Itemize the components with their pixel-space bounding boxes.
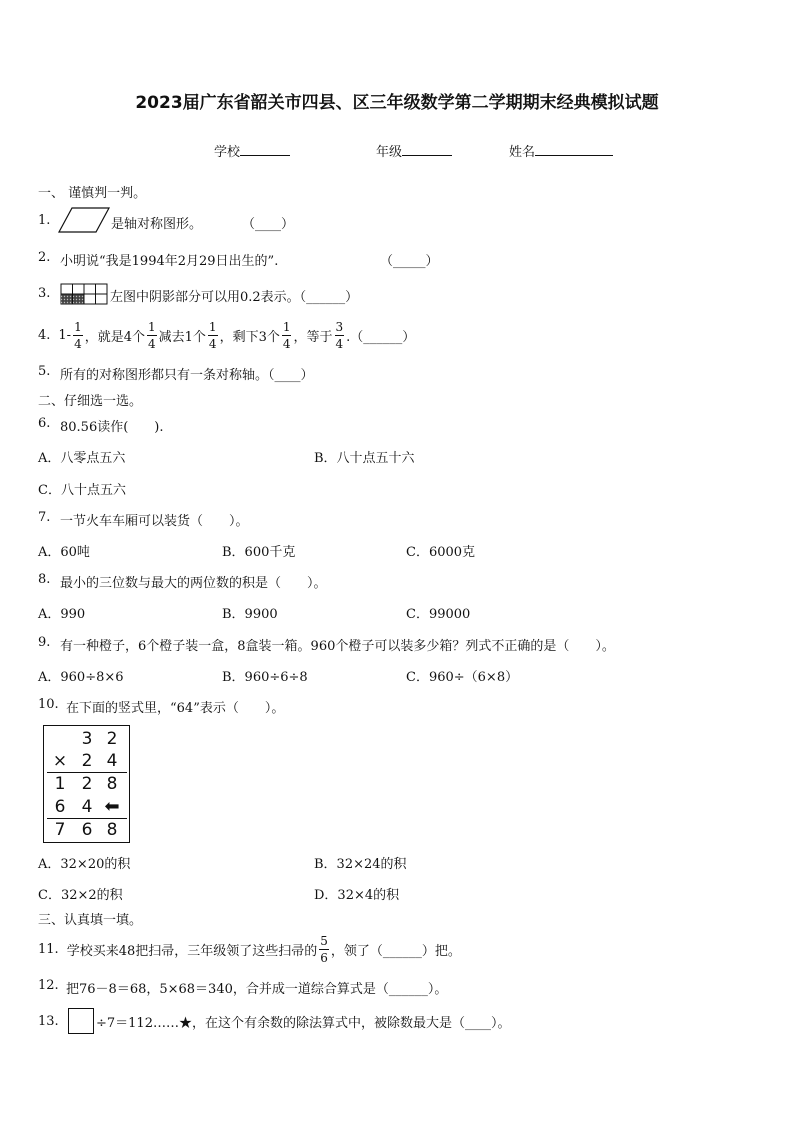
- q9-option-c[interactable]: C．960÷（6×8）: [406, 670, 519, 685]
- q13-text: ÷7＝112……★，在这个有余数的除法算式中，被除数最大是（____）。: [96, 1015, 511, 1031]
- name-label: 姓名: [509, 145, 536, 160]
- grade-field: [376, 141, 452, 160]
- page-title: 2023届广东省韶关市四县、区三年级数学第二学期期末经典模拟试题: [135, 93, 659, 113]
- q9-number: 9.: [38, 635, 51, 650]
- name-blank[interactable]: [535, 154, 613, 156]
- q8-option-b[interactable]: B．9900: [222, 607, 278, 622]
- fraction-one-quarter: $\frac{1}{4}$: [208, 319, 217, 351]
- q9-option-a[interactable]: A．960÷8×6: [38, 670, 124, 685]
- q6-option-a[interactable]: A．八零点五六: [38, 451, 126, 466]
- q10-option-c[interactable]: C．32×2的积: [38, 888, 123, 903]
- q9-text: 有一种橙子，6个橙子装一盒，8盒装一箱。960个橙子可以装多少箱？列式不正确的是（ ）。: [60, 639, 615, 654]
- q7-option-a[interactable]: A．60吨: [38, 545, 90, 560]
- q12-text: 把76－8＝68，5×68＝340，合并成一道综合算式是（______）。: [66, 982, 448, 997]
- left-arrow-icon: ⬅: [104, 796, 120, 817]
- shaded-grid-icon: [60, 283, 108, 305]
- parallelogram-icon: [58, 207, 110, 233]
- q4-part-3: 减去1个: [158, 329, 206, 345]
- q1-number: 1.: [38, 213, 51, 228]
- q10-option-a[interactable]: A．32×20的积: [38, 857, 131, 872]
- q4-number: 4.: [38, 327, 51, 343]
- fraction-one-quarter: $\frac{1}{4}$: [74, 319, 82, 351]
- q4-line: [38, 316, 415, 354]
- calc-row-4: [44, 796, 129, 818]
- vertical-multiplication: [43, 725, 130, 843]
- section-2-heading: 二、仔细选一选。: [38, 394, 143, 409]
- calc-digit: 6: [54, 797, 66, 817]
- calc-digit: 4: [81, 797, 93, 817]
- q8-number: 8.: [38, 572, 51, 587]
- q12-number: 12.: [38, 978, 59, 993]
- q6-option-b[interactable]: B．八十点五十六: [314, 451, 415, 466]
- q1-text: 是轴对称图形。: [111, 217, 203, 232]
- q5-text: 所有的对称图形都只有一条对称轴。（____）: [60, 368, 314, 383]
- fraction-one-quarter: $\frac{1}{4}$: [282, 319, 291, 351]
- q11-line: [38, 930, 461, 968]
- q8-option-c[interactable]: C．99000: [406, 607, 471, 622]
- q10-text: 在下面的竖式里，“64”表示（ ）。: [66, 701, 285, 716]
- times-sign: ×: [52, 751, 68, 771]
- q13-line: [68, 1008, 510, 1034]
- calc-digit: 2: [81, 774, 93, 794]
- fraction-five-sixths: $\frac{5}{6}$: [320, 933, 328, 965]
- q8-option-a[interactable]: A．990: [38, 607, 86, 622]
- q7-text: 一节火车车厢可以装货（ ）。: [60, 514, 249, 529]
- q10-number: 10.: [38, 697, 59, 712]
- q4-answer[interactable]: .（______）: [346, 329, 416, 345]
- q8-text: 最小的三位数与最大的两位数的积是（ ）。: [60, 576, 327, 591]
- q7-option-c[interactable]: C．6000克: [406, 545, 476, 560]
- q3-number: 3.: [38, 286, 51, 301]
- calc-row-2: [44, 750, 129, 772]
- q11-answer[interactable]: ，领了（______）把。: [330, 943, 461, 959]
- q4-part-5: ，等于: [293, 329, 333, 345]
- q5-number: 5.: [38, 364, 51, 379]
- calc-digit: 3: [81, 729, 93, 749]
- calc-digit: 4: [106, 751, 118, 771]
- q10-option-b[interactable]: B．32×24的积: [314, 857, 407, 872]
- q2-text: 小明说“我是1994年2月29日出生的”.: [60, 254, 279, 269]
- q2-number: 2.: [38, 250, 51, 265]
- q10-option-d[interactable]: D．32×4的积: [314, 888, 400, 903]
- calc-digit: 8: [106, 820, 118, 840]
- q2-answer[interactable]: （_____）: [380, 254, 439, 269]
- q3-text: 左图中阴影部分可以用0.2表示。（______）: [110, 290, 359, 305]
- q4-part-2: ，就是4个: [84, 329, 145, 345]
- answer-box[interactable]: [68, 1008, 94, 1034]
- grade-blank[interactable]: [402, 154, 452, 156]
- calc-digit: 1: [54, 774, 66, 794]
- school-field: [214, 141, 290, 160]
- q4-part-1: 1-: [58, 327, 72, 343]
- fraction-one-quarter: $\frac{1}{4}$: [148, 319, 156, 351]
- q11-part-1: 学校买来48把扫帚，三年级领了这些扫帚的: [66, 943, 318, 959]
- q7-number: 7.: [38, 510, 51, 525]
- calc-row-1: [44, 728, 129, 750]
- calc-digit: 7: [54, 820, 66, 840]
- calc-digit: 2: [106, 729, 118, 749]
- calc-digit: 8: [106, 774, 118, 794]
- q1-answer[interactable]: （____）: [242, 217, 295, 232]
- q6-option-c[interactable]: C．八十点五六: [38, 483, 126, 498]
- calc-row-5: [44, 819, 129, 841]
- q6-number: 6.: [38, 416, 51, 431]
- fraction-three-quarters: $\frac{3}{4}$: [335, 319, 344, 351]
- name-field: [509, 141, 613, 160]
- school-label: 学校: [214, 145, 241, 160]
- q7-option-b[interactable]: B．600千克: [222, 545, 296, 560]
- q4-part-4: ，剩下3个: [219, 329, 280, 345]
- section-1-heading: 一、 谨慎判一判。: [38, 186, 147, 201]
- section-3-heading: 三、认真填一填。: [38, 913, 143, 928]
- grade-label: 年级: [376, 145, 403, 160]
- calc-digit: 6: [81, 820, 93, 840]
- q11-number: 11.: [38, 941, 59, 957]
- q13-number: 13.: [38, 1014, 59, 1029]
- calc-digit: 2: [81, 751, 93, 771]
- school-blank[interactable]: [240, 154, 290, 156]
- q6-text: 80.56读作( ).: [60, 420, 164, 435]
- q9-option-b[interactable]: B．960÷6÷8: [222, 670, 308, 685]
- calc-row-3: [44, 773, 129, 795]
